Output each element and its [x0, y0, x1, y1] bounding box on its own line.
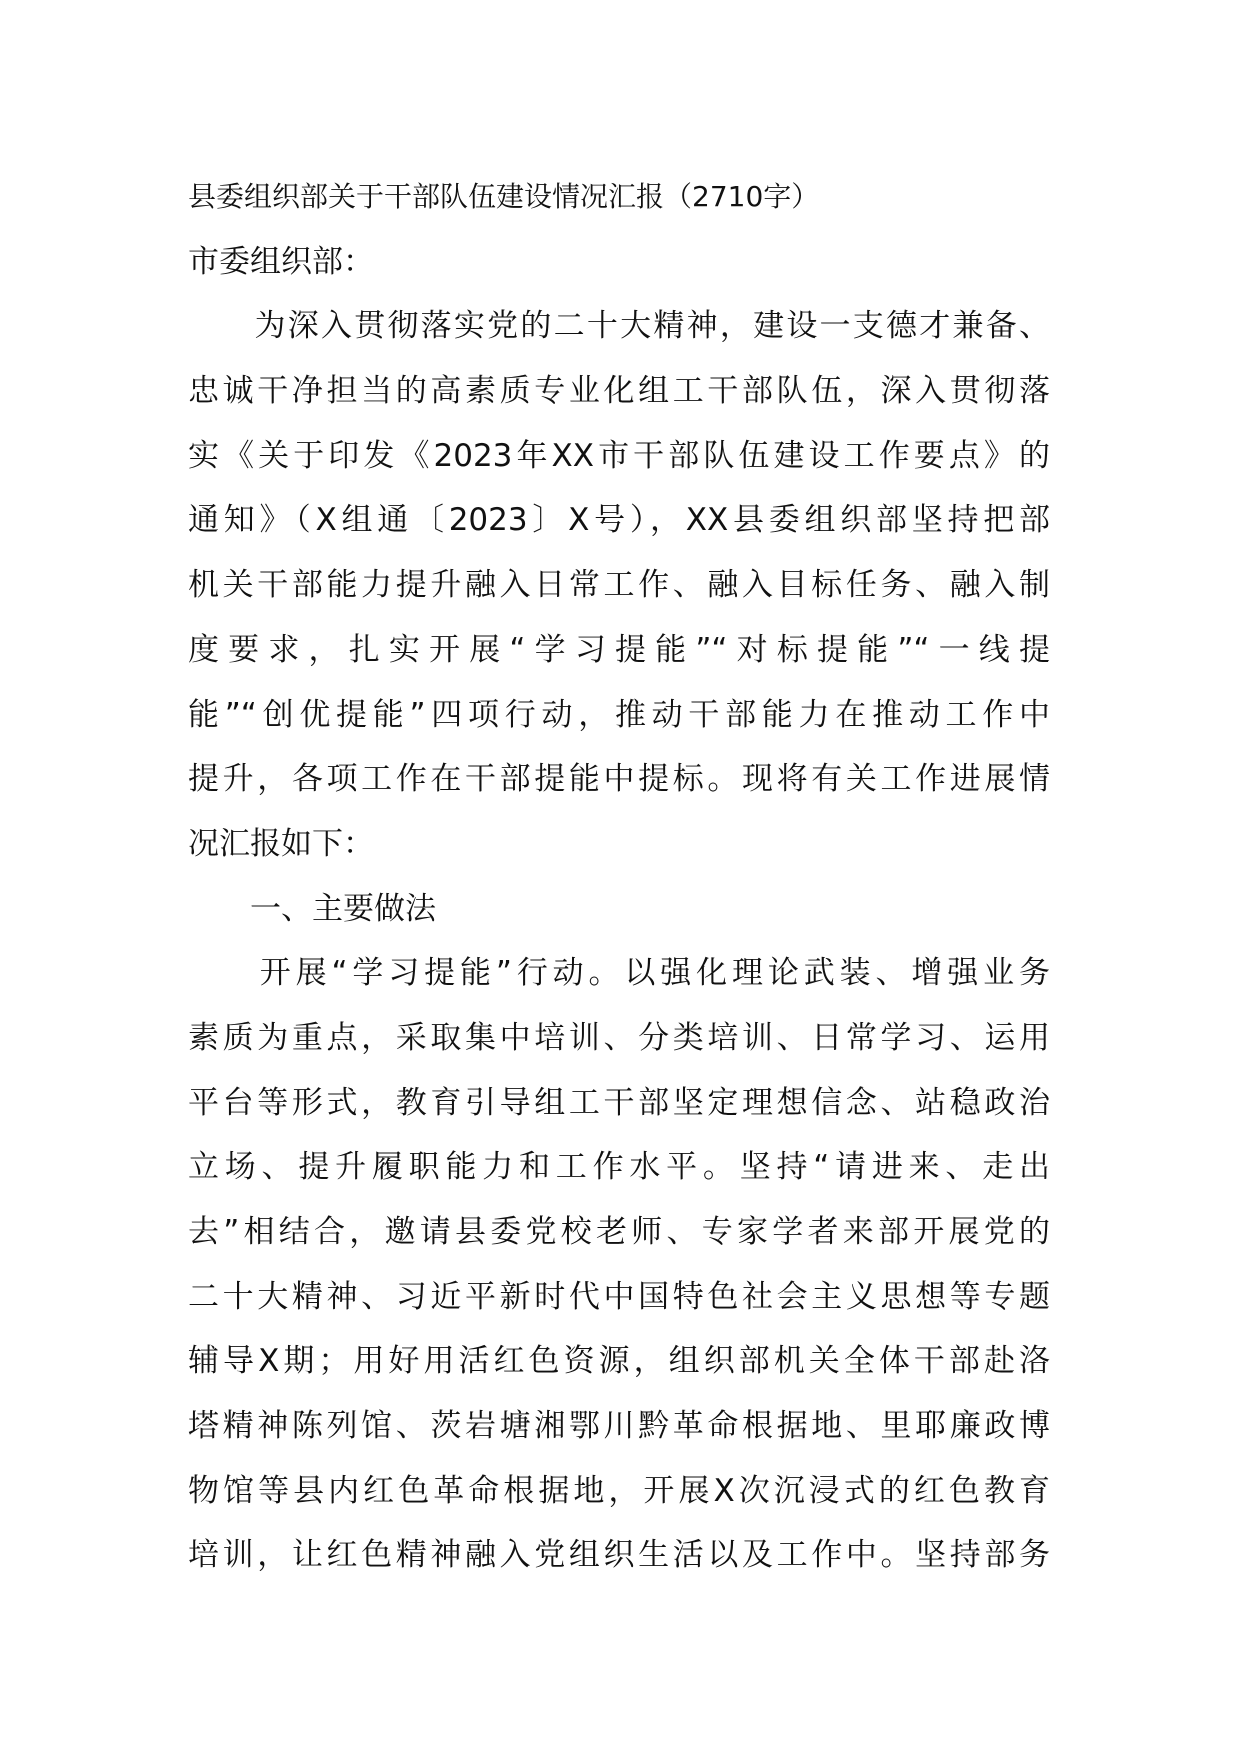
document-title: 县委组织部关于干部队伍建设情况汇报（2710字）	[188, 180, 820, 213]
text-line: 辅导X期；用好用活红色资源，组织部机关全体干部赴洛	[188, 1343, 1050, 1380]
paragraph	[188, 941, 1050, 1588]
paragraphs	[188, 294, 1050, 1588]
text-line: 素质为重点，采取集中培训、分类培训、日常学习、运用	[188, 1019, 1050, 1056]
text-line: 实《关于印发《2023年XX市干部队伍建设工作要点》的	[188, 437, 1050, 474]
text-line: 立场、提升履职能力和工作水平。坚持“请进来、走出	[188, 1149, 1050, 1186]
document-body	[188, 165, 1050, 1588]
text-line: 为深入贯彻落实党的二十大精神，建设一支德才兼备、	[188, 308, 1050, 345]
text-line: 塔精神陈列馆、茨岩塘湘鄂川黔革命根据地、里耶廉政博	[188, 1408, 1050, 1445]
text-line: 提升，各项工作在干部提能中提标。现将有关工作进展情	[188, 761, 1050, 798]
text-line: 忠诚干净担当的高素质专业化组工干部队伍，深入贯彻落	[188, 373, 1050, 410]
text-line: 度要求，扎实开展“学习提能”“对标提能”“一线提	[188, 631, 1050, 668]
text-line: 况汇报如下：	[188, 825, 374, 862]
text-line: 机关干部能力提升融入日常工作、融入目标任务、融入制	[188, 567, 1050, 604]
text-line: 二十大精神、习近平新时代中国特色社会主义思想等专题	[188, 1278, 1050, 1315]
text-line: 开展“学习提能”行动。以强化理论武装、增强业务	[188, 955, 1050, 992]
text-line: 平台等形式，教育引导组工干部坚定理想信念、站稳政治	[188, 1084, 1050, 1121]
paragraph	[188, 294, 1050, 876]
salutation: 市委组织部：	[188, 243, 374, 280]
text-line: 通知》（X组通〔2023〕X号），XX县委组织部坚持把部	[188, 502, 1050, 539]
text-line: 培训，让红色精神融入党组织生活以及工作中。坚持部务	[188, 1537, 1050, 1574]
text-line: 一、主要做法	[188, 890, 436, 927]
text-line: 物馆等县内红色革命根据地，开展X次沉浸式的红色教育	[188, 1472, 1050, 1509]
text-line: 能”“创优提能”四项行动，推动干部能力在推动工作中	[188, 696, 1050, 733]
section-heading	[188, 877, 1050, 942]
text-line: 去”相结合，邀请县委党校老师、专家学者来部开展党的	[188, 1214, 1050, 1250]
